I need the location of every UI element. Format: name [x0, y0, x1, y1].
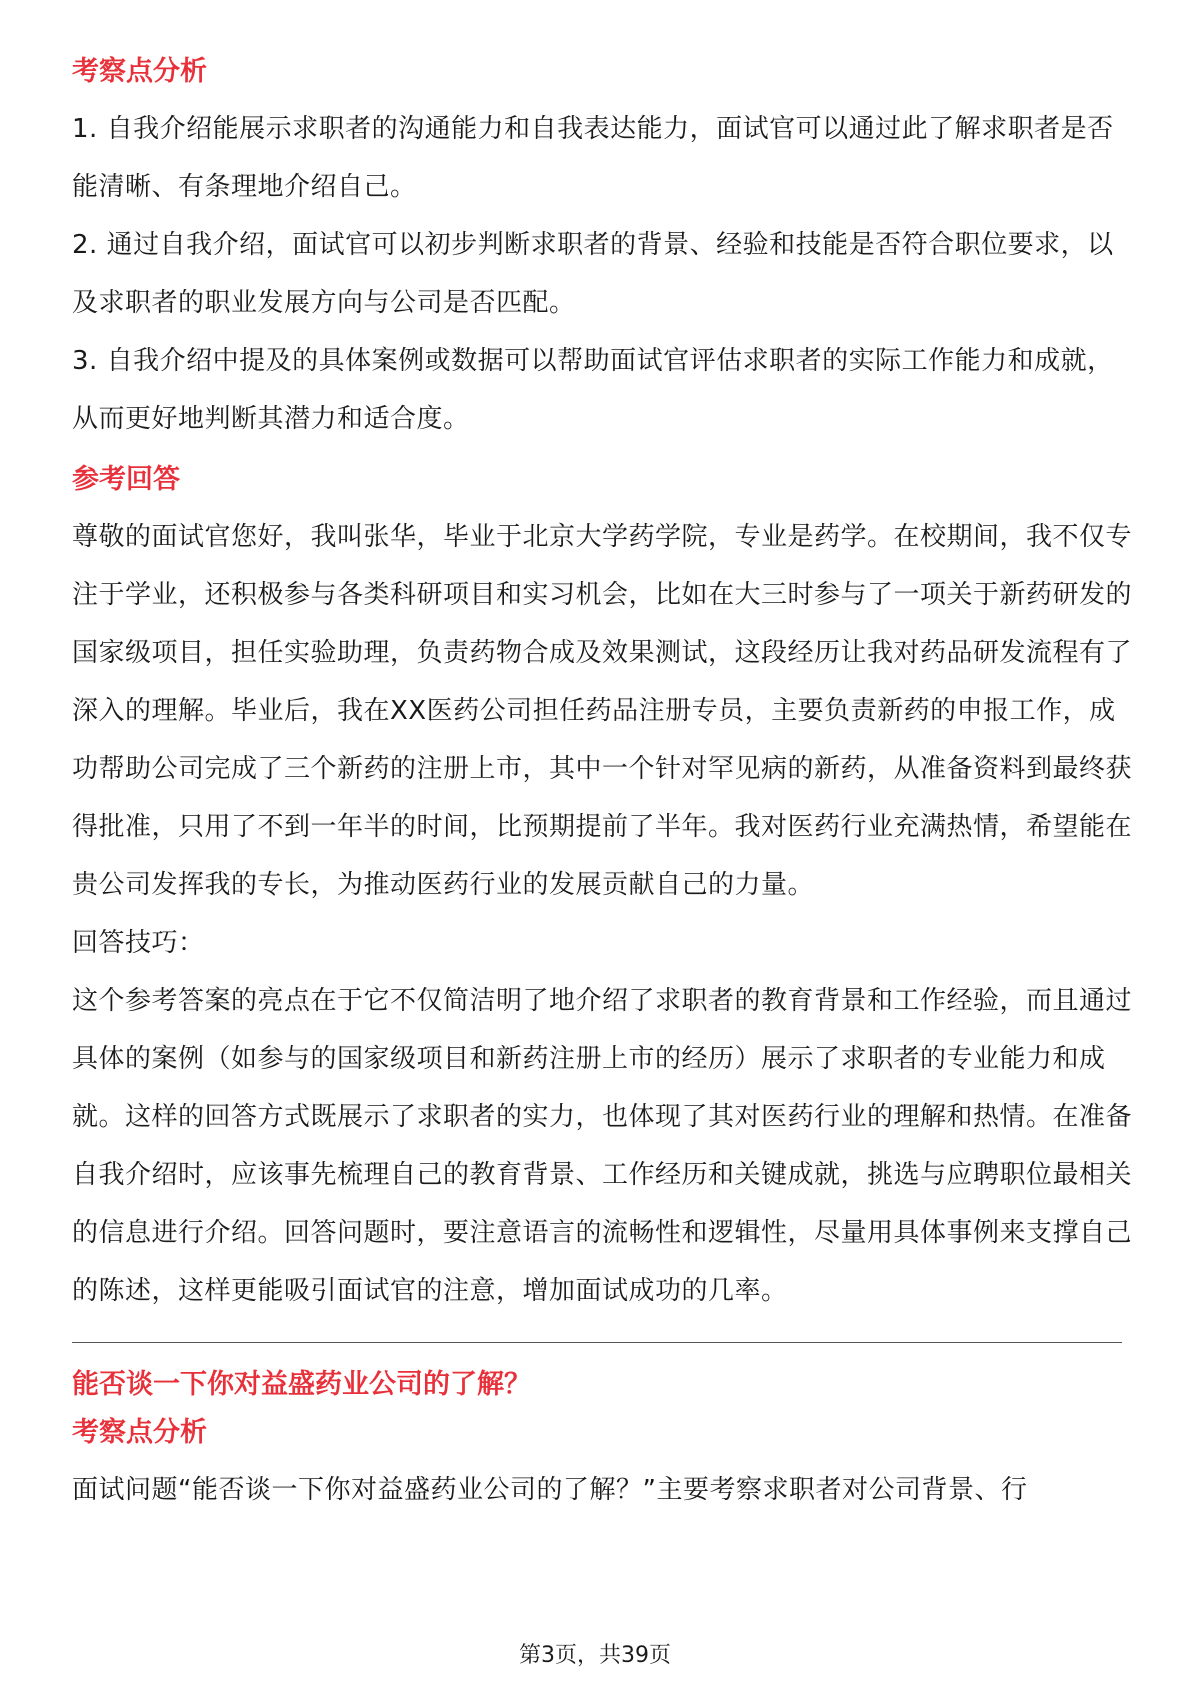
tips-label: 回答技巧： — [72, 928, 205, 958]
page-number: 第3页，共39页 — [519, 1643, 671, 1668]
question-title: 能否谈一下你对益盛药业公司的了解？ — [72, 1369, 531, 1400]
analysis-block-2 — [72, 1461, 1132, 1519]
analysis-point-3: 3. 自我介绍中提及的具体案例或数据可以帮助面试官评估求职者的实际工作能力和成就，从而更好地判断其潜力和适合度。 — [72, 346, 1114, 434]
reference-answer-text: 尊敬的面试官您好，我叫张华，毕业于北京大学药学院，专业是药学。在校期间，我不仅专注于学业，还积极参与各类科研项目和实习机会，比如在大三时参与了一项关于新药研发的国家级项目，担任实验助理，负责药物合成及效果测试，这段经历让我对药品研发流程有了深入的理解。毕业后，我在XX医药公司担任药品注册专员，主要负责新药的申报工作，成功帮助公司完成了三个新药的注册上市，其中一个针对罕见病的新药，从准备资料到最终获得批准，只用了不到一年半的时间，比预期提前了半年。我对医药行业充满热情，希望能在贵公司发挥我的专长，为推动医药行业的发展贡献自己的力量。 — [72, 522, 1133, 900]
section-title-analysis-2: 考察点分析 — [72, 1417, 207, 1448]
analysis-list — [72, 100, 1132, 448]
analysis-point-2: 2. 通过自我介绍，面试官可以初步判断求职者的背景、经验和技能是否符合职位要求，以及求职者的职业发展方向与公司是否匹配。 — [72, 230, 1114, 318]
analysis-point-1: 1. 自我介绍能展示求职者的沟通能力和自我表达能力，面试官可以通过此了解求职者是否能清晰、有条理地介绍自己。 — [72, 114, 1114, 202]
analysis-text-2: 面试问题“能否谈一下你对益盛药业公司的了解？”主要考察求职者对公司背景、行 — [72, 1475, 1028, 1505]
reference-answer-block — [72, 508, 1132, 1320]
section-title-reference-answer: 参考回答 — [72, 464, 180, 495]
tips-text: 这个参考答案的亮点在于它不仅简洁明了地介绍了求职者的教育背景和工作经验，而且通过具体的案例（如参与的国家级项目和新药注册上市的经历）展示了求职者的专业能力和成就。这样的回答方式既展示了求职者的实力，也体现了其对医药行业的理解和热情。在准备自我介绍时，应该事先梳理自己的教育背景、工作经历和关键成就，挑选与应聘职位最相关的信息进行介绍。回答问题时，要注意语言的流畅性和逻辑性，尽量用具体事例来支撑自己的陈述，这样更能吸引面试官的注意，增加面试成功的几率。 — [72, 986, 1133, 1306]
section-title-analysis: 考察点分析 — [72, 56, 207, 87]
document-page — [72, 48, 1132, 1519]
question-divider — [72, 1342, 1122, 1343]
